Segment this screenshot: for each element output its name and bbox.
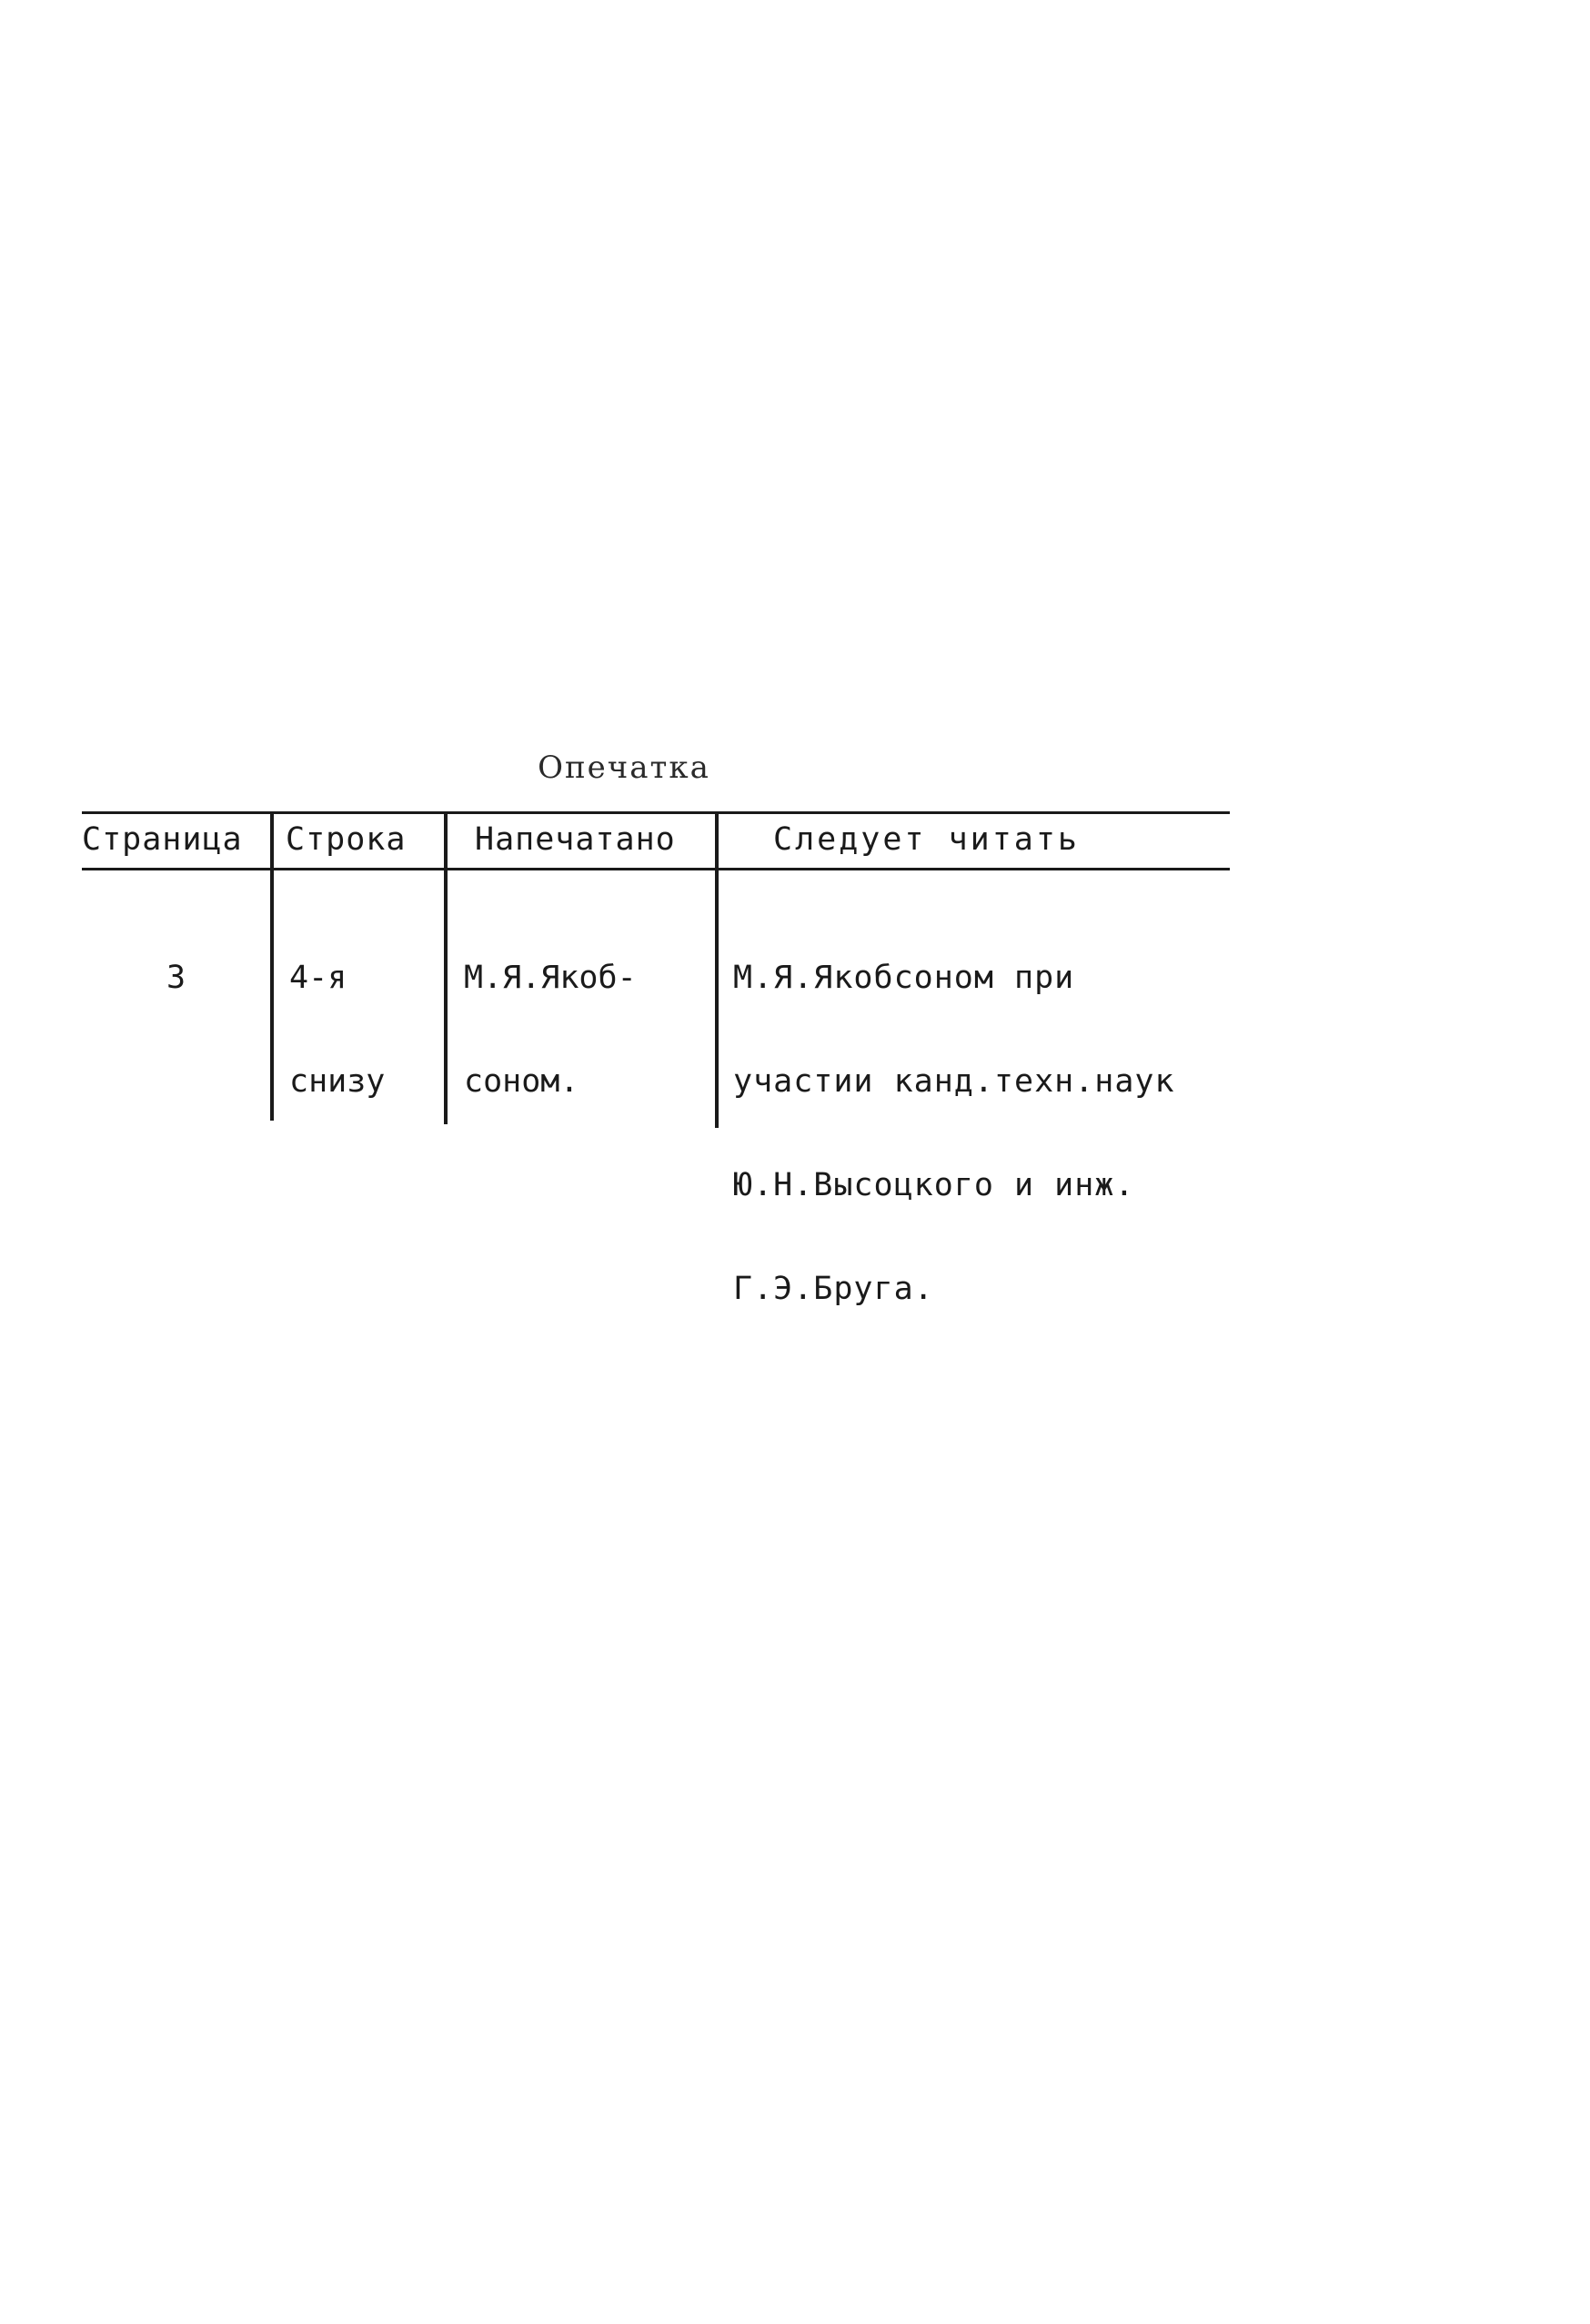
document-title: Опечатка xyxy=(538,750,710,786)
cell-line-text: 4-я xyxy=(289,960,347,996)
cell-page xyxy=(82,891,270,1064)
cell-should-read-text: участии канд.техн.наук xyxy=(733,1063,1175,1100)
cell-should-read-text: М.Я.Якобсоном при xyxy=(733,960,1075,996)
table-header-rule xyxy=(82,868,1230,870)
column-divider xyxy=(444,811,448,1124)
cell-line-text: снизу xyxy=(289,1063,386,1100)
header-should-read: Следует читать xyxy=(773,821,1081,858)
column-divider xyxy=(270,811,274,1121)
cell-printed xyxy=(464,891,637,1168)
column-divider xyxy=(715,811,719,1128)
cell-should-read-text: Ю.Н.Высоцкого и инж. xyxy=(733,1167,1135,1203)
header-page: Страница xyxy=(82,821,243,858)
header-printed: Напечатано xyxy=(475,821,676,858)
cell-should-read xyxy=(733,891,1175,1375)
cell-printed-text: М.Я.Якоб- xyxy=(464,960,637,996)
cell-page-value: 3 xyxy=(166,960,186,996)
errata-table xyxy=(82,811,1230,1307)
cell-line xyxy=(289,891,385,1168)
cell-printed-text: соном. xyxy=(464,1063,579,1100)
cell-should-read-text: Г.Э.Бруга. xyxy=(733,1271,934,1307)
table-top-rule xyxy=(82,811,1230,814)
header-line: Строка xyxy=(286,821,407,858)
